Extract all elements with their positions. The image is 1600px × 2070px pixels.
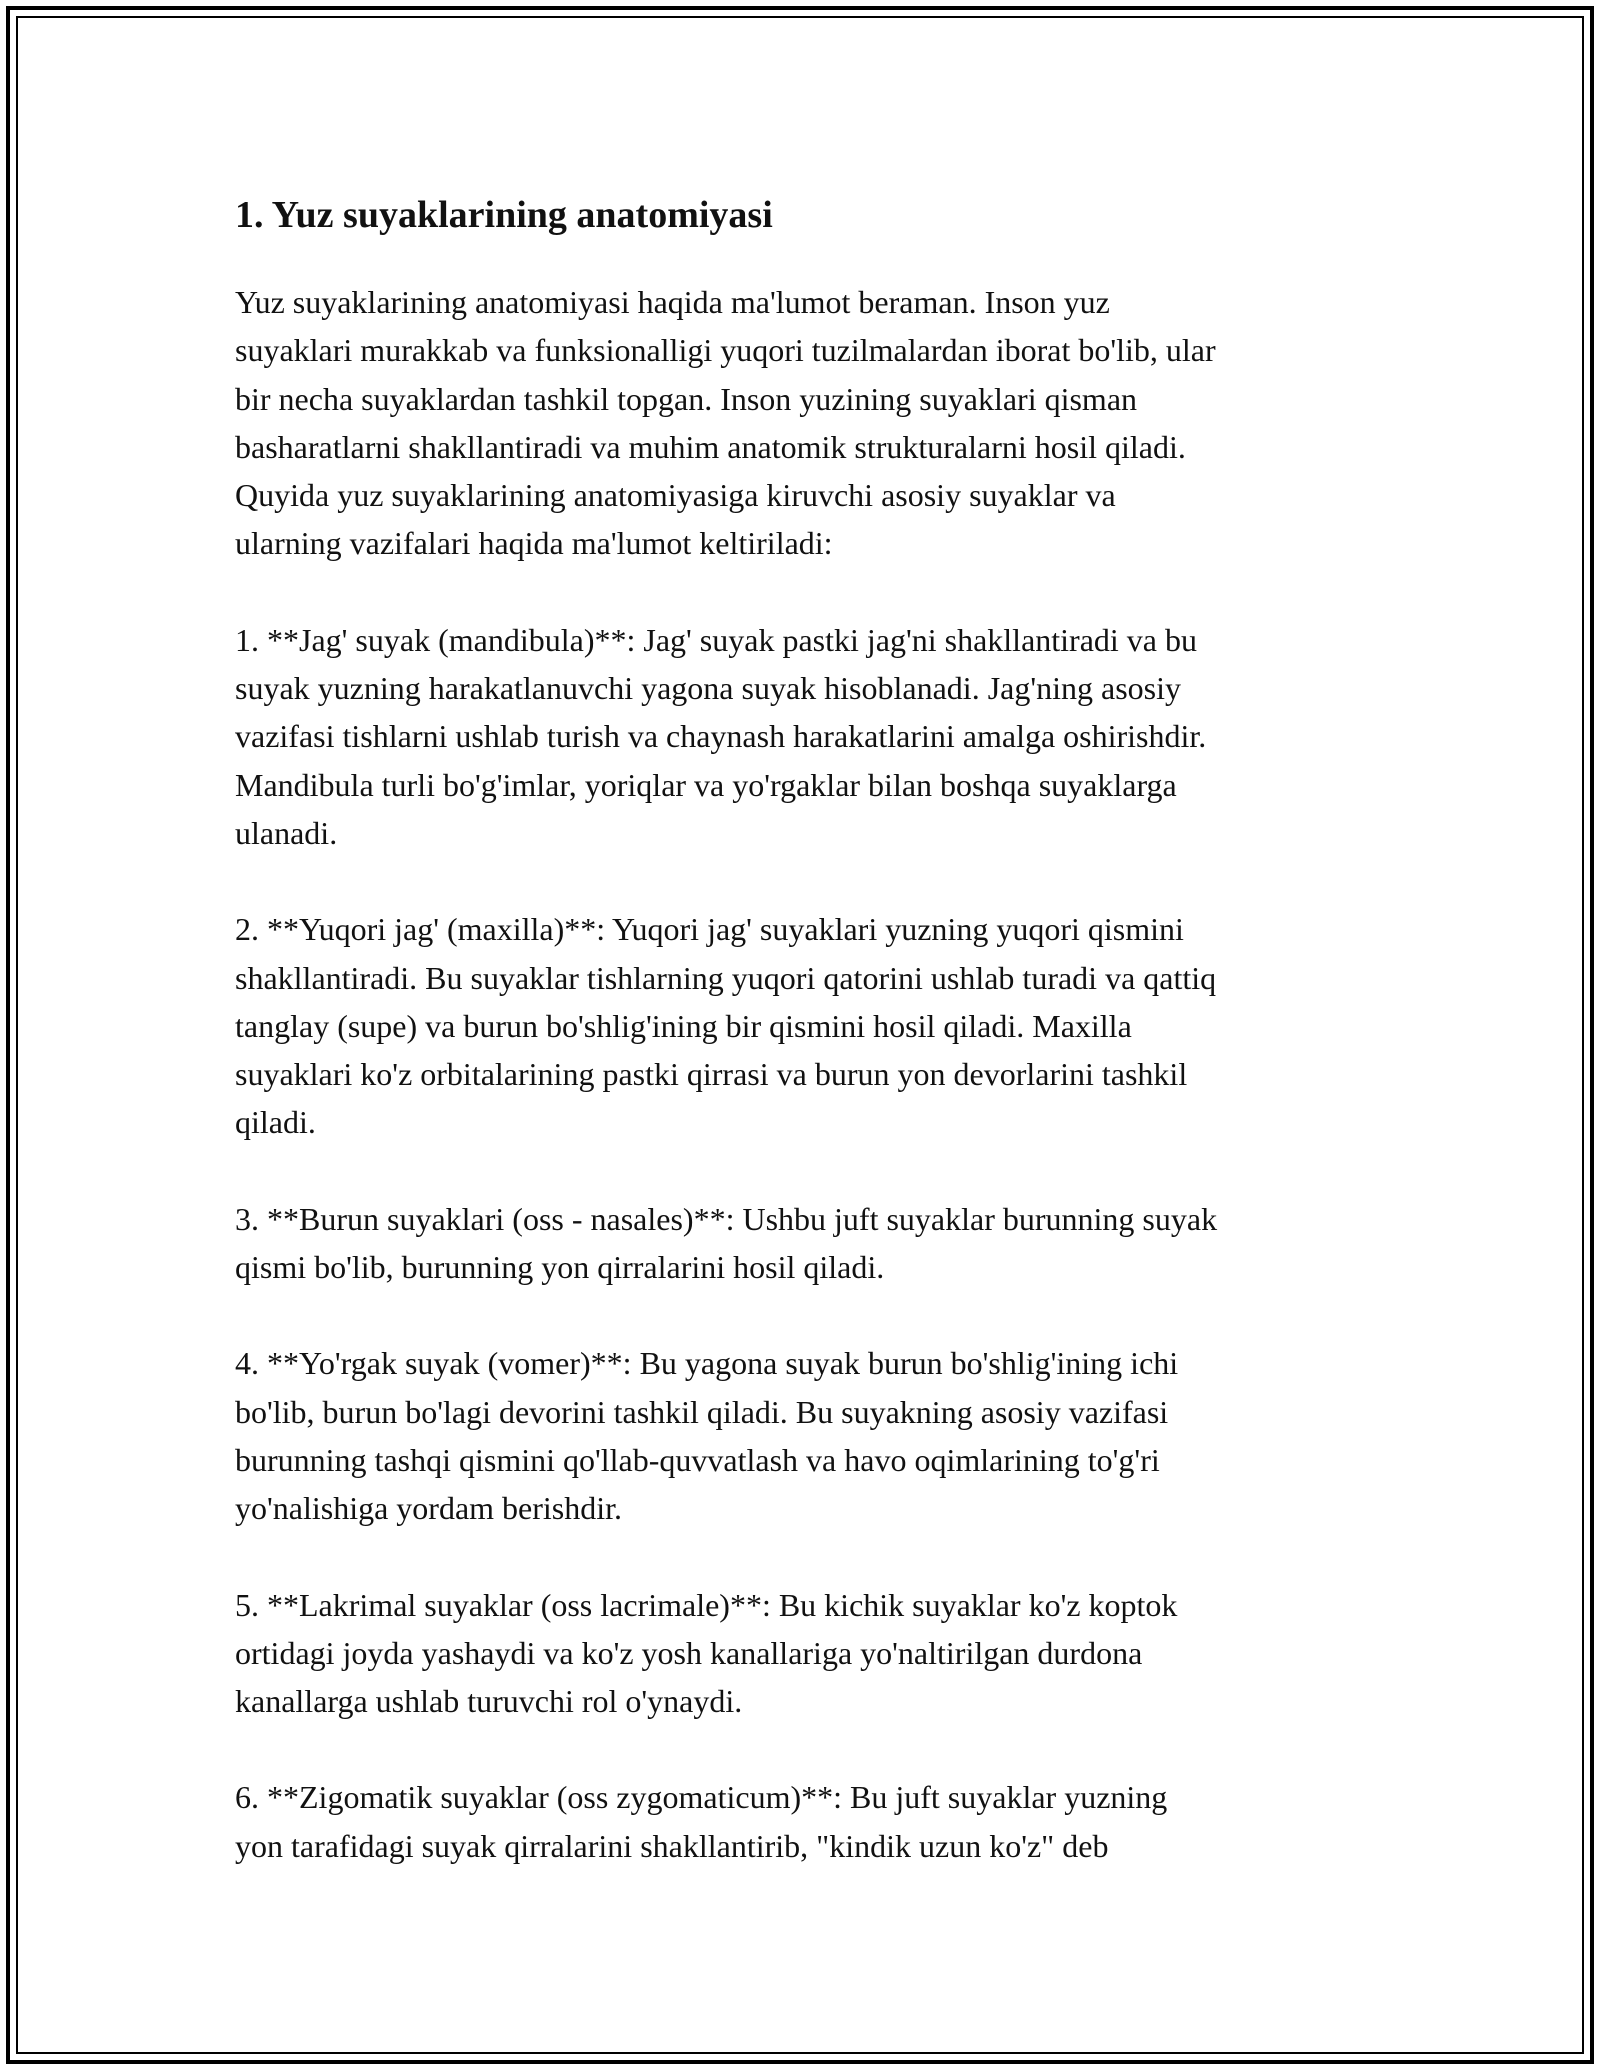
list-item-maxilla: 2. **Yuqori jag' (maxilla)**: Yuqori jag' suyaklari yuzning yuqori qismini shakllantiradi. Bu suyaklar tishlarning yuqori qatorini ushlab turadi va qattiq tanglay (supe) va burun bo'shlig'ining bir qismini hosil qiladi. Maxilla suyaklari ko'z orbitalarining pastki qirrasi va burun yon devorlarini tashkil qiladi. — [235, 911, 1217, 1141]
list-item-vomer: 4. **Yo'rgak suyak (vomer)**: Bu yagona suyak burun bo'shlig'ining ichi bo'lib, burun bo'lagi devorini tashkil qiladi. Bu suyakning asosiy vazifasi burunning tashqi qismini qo'llab-quvvatlash va havo oqimlarining to'g'ri yo'nalishiga yordam berishdir. — [235, 1345, 1179, 1527]
list-item-nasales: 3. **Burun suyaklari (oss - nasales)**: Ushbu juft suyaklar burunning suyak qismi bo'lib, burunning yon qirralarini hosil qiladi. — [235, 1200, 1218, 1286]
list-item-lacrimale: 5. **Lakrimal suyaklar (oss lacrimale)**: Bu kichik suyaklar ko'z koptok ortidagi joyda yashaydi va ko'z yosh kanallariga yo'naltirilgan durdona kanallarga ushlab turuvchi rol o'ynaydi. — [235, 1586, 1178, 1720]
document-body — [235, 180, 1375, 1918]
list-item-mandibula: 1. **Jag' suyak (mandibula)**: Jag' suyak pastki jag'ni shakllantiradi va bu suyak yuzning harakatlanuvchi yagona suyak hisoblanadi. Jag'ning asosiy vazifasi tishlarni ushlab turish va chaynash harakatlarini amalga oshirishdir. Mandibula turli bo'g'imlar, yoriqlar va yo'rgaklar bilan boshqa suyaklarga ulanadi. — [235, 621, 1207, 851]
intro-paragraph: Yuz suyaklarining anatomiyasi haqida ma'lumot beraman. Inson yuz suyaklari murakkab va funksionalligi yuqori tuzilmalardan iborat bo'lib, ular bir necha suyaklardan tashkil topgan. Inson yuzining suyaklari qisman basharatlarni shakllantiradi va muhim anatomik strukturalarni hosil qiladi. Quyida yuz suyaklarining anatomiyasiga kiruvchi asosiy suyaklar va ularning vazifalari haqida ma'lumot keltiriladi: — [235, 284, 1216, 562]
section-heading: 1. Yuz suyaklarining anatomiyasi — [235, 194, 773, 236]
list-item-zygomaticum: 6. **Zigomatik suyaklar (oss zygomaticum)**: Bu juft suyaklar yuzning yon tarafidagi suyak qirralarini shakllantirib, "kindik uzun ko'z" deb — [235, 1779, 1168, 1864]
